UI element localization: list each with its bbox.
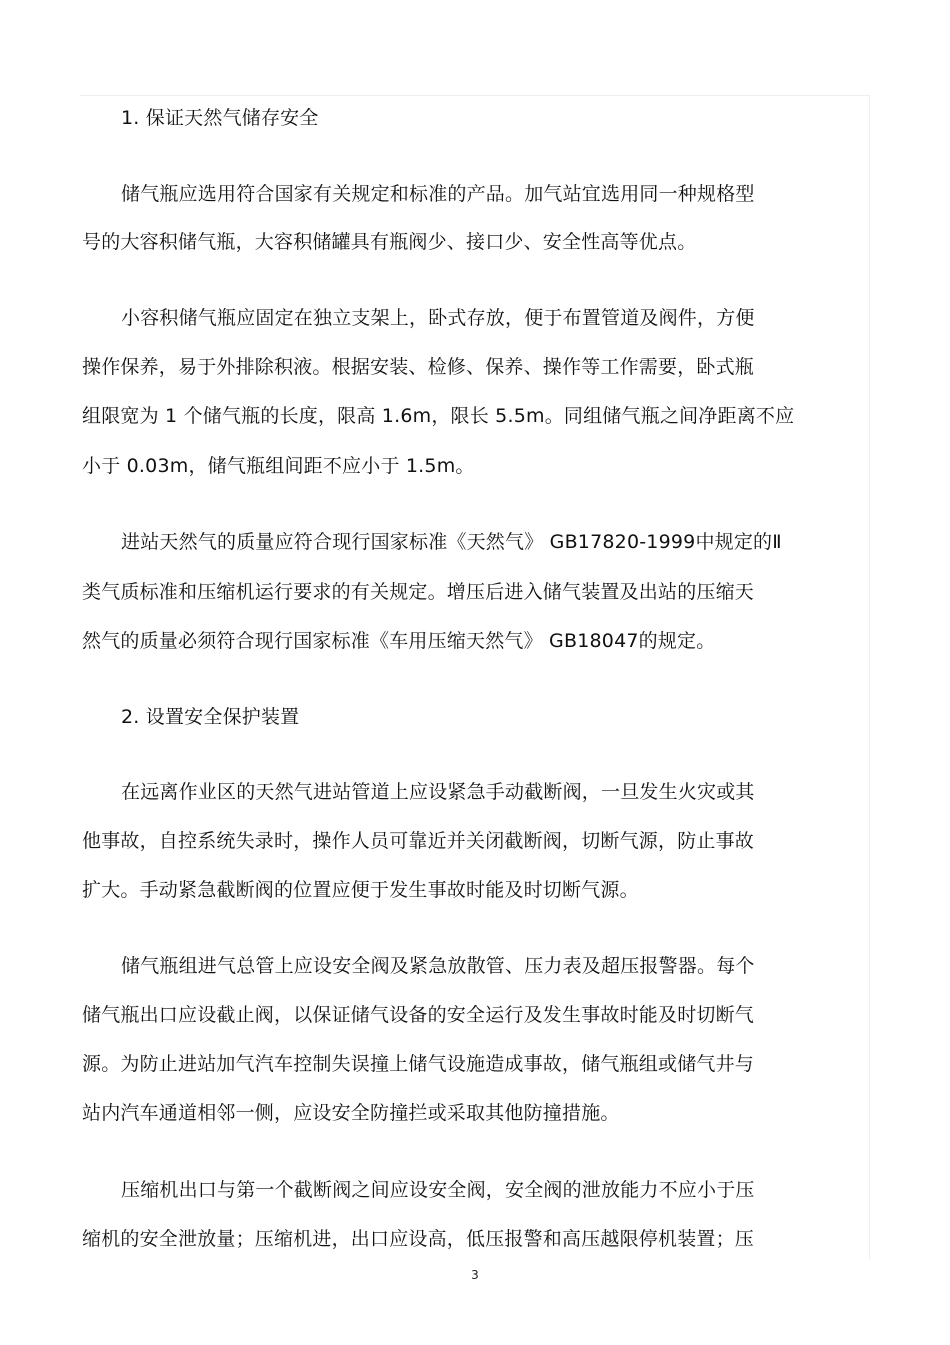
paragraph-line: 扩大。手动紧急截断阀的位置应便于发生事故时能及时切断气源。 (82, 879, 639, 901)
section-heading-2: 2. 设置安全保护装置 (121, 706, 300, 728)
paragraph-line: 类气质标准和压缩机运行要求的有关规定。增压后进入储气装置及出站的压缩天 (82, 581, 755, 603)
paragraph-line: 储气瓶应选用符合国家有关规定和标准的产品。加气站宜选用同一种规格型 (121, 183, 755, 205)
paragraph-line: 组限宽为 1 个储气瓶的长度，限高 1.6m，限长 5.5m。同组储气瓶之间净距离不应 (82, 405, 795, 427)
paragraph-line: 然气的质量必须符合现行国家标准《车用压缩天然气》 GB18047的规定。 (82, 630, 716, 652)
paragraph-line: 储气瓶组进气总管上应设安全阀及紧急放散管、压力表及超压报警器。每个 (121, 955, 755, 977)
page-number: 3 (471, 1268, 479, 1282)
paragraph-line: 储气瓶出口应设截止阀，以保证储气设备的安全运行及发生事故时能及时切断气 (82, 1004, 755, 1026)
paragraph-line: 站内汽车通道相邻一侧，应设安全防撞拦或采取其他防撞措施。 (82, 1102, 620, 1124)
paragraph-line: 压缩机出口与第一个截断阀之间应设安全阀，安全阀的泄放能力不应小于压 (121, 1179, 755, 1201)
paragraph-line: 他事故，自控系统失录时，操作人员可靠近并关闭截断阀，切断气源，防止事故 (82, 830, 755, 852)
paragraph-line: 小容积储气瓶应固定在独立支架上，卧式存放，便于布置管道及阀件，方便 (121, 307, 755, 329)
paragraph-line: 进站天然气的质量应符合现行国家标准《天然气》 GB17820-1999中规定的Ⅱ (121, 531, 782, 553)
page-border-right (869, 95, 870, 1260)
paragraph-line: 号的大容积储气瓶，大容积储罐具有瓶阀少、接口少、安全性高等优点。 (82, 231, 697, 253)
paragraph-line: 小于 0.03m，储气瓶组间距不应小于 1.5m。 (82, 455, 475, 477)
paragraph-line: 操作保养，易于外排除积液。根据安装、检修、保养、操作等工作需要，卧式瓶 (82, 356, 755, 378)
section-heading-1: 1. 保证天然气储存安全 (121, 107, 319, 129)
paragraph-line: 源。为防止进站加气汽车控制失误撞上储气设施造成事故，储气瓶组或储气井与 (82, 1053, 755, 1075)
paragraph-line: 缩机的安全泄放量；压缩机进，出口应设高，低压报警和高压越限停机装置；压 (82, 1228, 755, 1250)
paragraph-line: 在远离作业区的天然气进站管道上应设紧急手动截断阀，一旦发生火灾或其 (121, 781, 755, 803)
page-border-top (80, 95, 870, 96)
